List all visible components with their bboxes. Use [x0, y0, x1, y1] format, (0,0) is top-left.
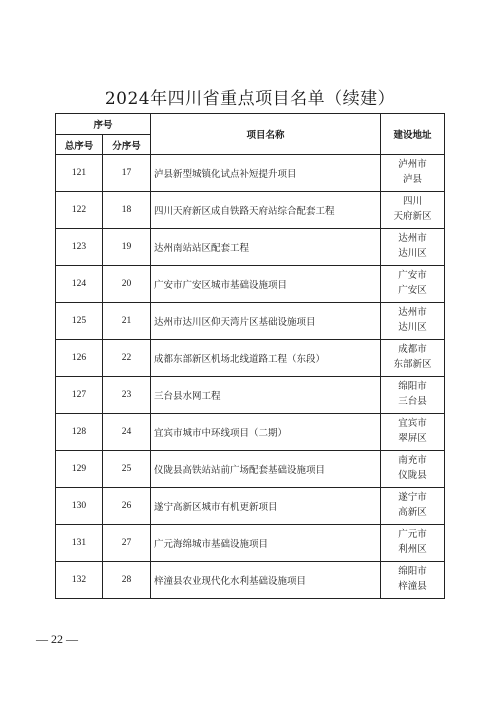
project-name-cell: 达州市达川区仰天湾片区基础设施项目 — [151, 303, 381, 340]
total-no-cell: 121 — [56, 155, 103, 192]
location-header: 建设地址 — [381, 114, 445, 155]
location-city: 绵阳市 — [398, 381, 427, 393]
location-city: 达州市 — [398, 307, 427, 319]
location-district: 东部新区 — [393, 359, 432, 370]
total-no-cell: 129 — [56, 451, 103, 488]
sub-no-cell: 27 — [103, 525, 151, 562]
location-cell — [381, 155, 445, 192]
location-city: 广安市 — [398, 270, 427, 282]
project-name-cell: 仪陇县高铁站站前广场配套基础设施项目 — [151, 451, 381, 488]
total-no-header: 总序号 — [56, 135, 103, 155]
sub-no-cell: 28 — [103, 562, 151, 599]
location-district: 三台县 — [398, 396, 427, 407]
project-name-cell: 四川天府新区成自铁路天府站综合配套工程 — [151, 192, 381, 229]
projects-table — [55, 113, 445, 599]
location-cell — [381, 340, 445, 377]
project-name-cell: 广元海绵城市基础设施项目 — [151, 525, 381, 562]
location-city: 宜宾市 — [398, 418, 427, 430]
document-title: 2024年四川省重点项目名单（续建） — [104, 89, 396, 109]
sub-no-header: 分序号 — [103, 135, 151, 155]
table-row — [56, 488, 445, 525]
location-cell — [381, 525, 445, 562]
table-row — [56, 525, 445, 562]
location-district: 泸县 — [403, 174, 423, 185]
table-row — [56, 192, 445, 229]
project-name-cell: 广安市广安区城市基础设施项目 — [151, 266, 381, 303]
total-no-cell: 128 — [56, 414, 103, 451]
location-cell — [381, 229, 445, 266]
sub-no-cell: 22 — [103, 340, 151, 377]
sub-no-cell: 24 — [103, 414, 151, 451]
location-city: 达州市 — [398, 233, 427, 245]
project-name-cell: 遂宁高新区城市有机更新项目 — [151, 488, 381, 525]
location-cell — [381, 303, 445, 340]
table-row — [56, 155, 445, 192]
total-no-cell: 130 — [56, 488, 103, 525]
sub-no-cell: 17 — [103, 155, 151, 192]
location-city: 广元市 — [398, 529, 427, 541]
location-cell — [381, 414, 445, 451]
table-row — [56, 562, 445, 599]
location-district: 翠屏区 — [398, 433, 427, 444]
project-name-cell: 泸县新型城镇化试点补短提升项目 — [151, 155, 381, 192]
sub-no-cell: 19 — [103, 229, 151, 266]
location-cell — [381, 266, 445, 303]
total-no-cell: 127 — [56, 377, 103, 414]
total-no-cell: 125 — [56, 303, 103, 340]
total-no-cell: 123 — [56, 229, 103, 266]
location-district: 广安区 — [398, 285, 427, 296]
table-row — [56, 229, 445, 266]
location-city: 泸州市 — [398, 159, 427, 171]
sub-no-cell: 26 — [103, 488, 151, 525]
location-district: 利州区 — [398, 544, 427, 555]
location-city: 绵阳市 — [398, 566, 427, 578]
location-cell — [381, 488, 445, 525]
total-no-cell: 122 — [56, 192, 103, 229]
total-no-cell: 131 — [56, 525, 103, 562]
table-row — [56, 266, 445, 303]
location-district: 天府新区 — [393, 211, 432, 222]
location-cell — [381, 451, 445, 488]
location-district: 高新区 — [398, 507, 427, 518]
table-row — [56, 414, 445, 451]
table-row — [56, 340, 445, 377]
location-cell — [381, 377, 445, 414]
location-district: 仪陇县 — [398, 470, 427, 481]
project-name-cell: 三台县水网工程 — [151, 377, 381, 414]
location-district: 梓潼县 — [398, 581, 427, 592]
serial-group-header: 序号 — [56, 114, 151, 135]
location-city: 南充市 — [398, 455, 427, 467]
sub-no-cell: 20 — [103, 266, 151, 303]
sub-no-cell: 21 — [103, 303, 151, 340]
page-number: — 22 — — [36, 632, 78, 646]
location-cell — [381, 192, 445, 229]
total-no-cell: 132 — [56, 562, 103, 599]
location-district: 达川区 — [398, 322, 427, 333]
table-row — [56, 377, 445, 414]
project-name-cell: 成都东部新区机场北线道路工程（东段） — [151, 340, 381, 377]
project-name-cell: 梓潼县农业现代化水利基础设施项目 — [151, 562, 381, 599]
location-cell — [381, 562, 445, 599]
table-row — [56, 451, 445, 488]
location-city: 成都市 — [398, 344, 427, 356]
total-no-cell: 124 — [56, 266, 103, 303]
total-no-cell: 126 — [56, 340, 103, 377]
project-name-cell: 宜宾市城市中环线项目（二期） — [151, 414, 381, 451]
location-district: 达川区 — [398, 248, 427, 259]
sub-no-cell: 23 — [103, 377, 151, 414]
table-row — [56, 303, 445, 340]
location-city: 四川 — [403, 196, 423, 208]
sub-no-cell: 18 — [103, 192, 151, 229]
project-name-header: 项目名称 — [151, 114, 381, 155]
project-name-cell: 达州南站站区配套工程 — [151, 229, 381, 266]
location-city: 遂宁市 — [398, 492, 427, 504]
sub-no-cell: 25 — [103, 451, 151, 488]
